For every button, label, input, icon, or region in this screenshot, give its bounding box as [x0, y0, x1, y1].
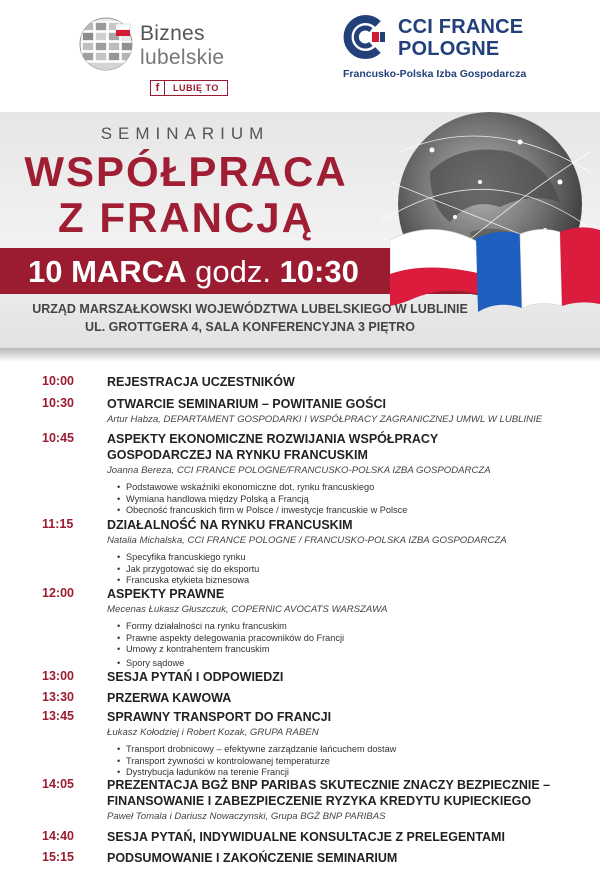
bullet-item: • Formy działalności na rynku francuskim	[117, 621, 577, 633]
agenda-title: SESJA PYTAŃ I ODPOWIEDZI	[107, 670, 284, 684]
agenda-title: SESJA PYTAŃ, INDYWIDUALNE KONSULTACJE Z PRELEGENTAMI	[107, 830, 505, 844]
agenda-speaker: Natalia Michalska, CCI FRANCE POLOGNE / FRANCUSKO-POLSKA IZBA GOSPODARCZA	[107, 535, 507, 546]
bullet-item: • Podstawowe wskaźniki ekonomiczne dot. rynku francuskiego	[117, 482, 577, 494]
agenda-title: PRZERWA KAWOWA	[107, 691, 232, 705]
agenda-time: 15:15	[42, 850, 74, 864]
bullet-item: • Francuska etykieta biznesowa	[117, 575, 577, 587]
agenda-title: PREZENTACJA BGŻ BNP PARIBAS SKUTECZNIE ZNACZY BEZPIECZNIE –	[107, 778, 551, 792]
title-line-2: Z FRANCJĄ	[58, 194, 314, 241]
logos-header	[0, 0, 600, 112]
bullet-item: • Transport drobnicowy – efektywne zarządzanie łańcuchem dostaw	[117, 744, 577, 756]
venue-line-1: URZĄD MARSZAŁKOWSKI WOJEWÓDZTWA LUBELSKIEGO W LUBLINIE	[32, 302, 468, 316]
agenda-title: ASPEKTY EKONOMICZNE ROZWIJANIA WSPÓŁPRACY	[107, 432, 439, 446]
cci-logo-icon	[338, 12, 388, 62]
venue-line-2: UL. GROTTGERA 4, SALA KONFERENCYJNA 3 PIĘTRO	[85, 320, 415, 334]
seminar-label: SEMINARIUM	[100, 124, 270, 143]
event-date	[28, 254, 359, 290]
biznes-logo-text: Biznes	[140, 22, 205, 45]
agenda-bullets	[117, 621, 577, 669]
agenda-title: REJESTRACJA UCZESTNIKÓW	[107, 375, 295, 389]
cci-france-pologne-logo[interactable]	[338, 10, 578, 100]
agenda-bullets	[117, 744, 577, 779]
agenda-title-line2: FINANSOWANIE I ZABEZPIECZENIE RYZYKA KREDYTU KUPIECKIEGO	[107, 794, 532, 808]
agenda-title: SPRAWNY TRANSPORT DO FRANCJI	[107, 710, 332, 724]
agenda-title: OTWARCIE SEMINARIUM – POWITANIE GOŚCI	[107, 397, 386, 411]
like-label: LUBIĘ TO	[173, 83, 219, 93]
agenda-time: 13:00	[42, 669, 74, 683]
date-hour-label: godz.	[195, 254, 271, 289]
cci-subtitle: Francusko-Polska Izba Gospodarcza	[343, 68, 527, 80]
like-button[interactable]	[150, 80, 228, 96]
globe-logo-icon	[78, 16, 134, 72]
banner-shadow	[0, 348, 600, 362]
bullet-item: • Wymiana handlowa między Polską a Francją	[117, 494, 577, 506]
bullet-item: • Spory sądowe	[117, 658, 577, 670]
pologne-text: POLOGNE	[398, 38, 500, 60]
bullet-item: • Prawne aspekty delegowania pracowników do Francji	[117, 633, 577, 645]
agenda-speaker: Łukasz Kołodziej i Robert Kozak, GRUPA RABEN	[107, 727, 319, 738]
agenda-speaker: Mecenas Łukasz Głuszczuk, COPERNIC AVOCATS WARSZAWA	[107, 604, 388, 615]
bullet-item: • Transport żywności w kontrolowanej temperaturze	[117, 756, 577, 768]
agenda-time: 10:00	[42, 374, 74, 388]
bullet-item: • Umowy z kontrahentem francuskim	[117, 644, 577, 656]
title-line-1: WSPÓŁPRACA	[24, 148, 348, 195]
agenda-time: 13:45	[42, 709, 74, 723]
agenda-time: 11:15	[42, 517, 74, 531]
agenda-time: 14:40	[42, 829, 74, 843]
agenda-bullets	[117, 482, 577, 517]
date-time: 10:30	[279, 254, 359, 289]
agenda-time: 13:30	[42, 690, 74, 704]
agenda-title-line2: GOSPODARCZEJ NA RYNKU FRANCUSKIM	[107, 448, 368, 462]
agenda-title: ASPEKTY PRAWNE	[107, 587, 225, 601]
agenda-speaker: Paweł Tomala i Dariusz Nowaczynski, Grupa BGŻ BNP PARIBAS	[107, 811, 386, 822]
agenda-time: 12:00	[42, 586, 74, 600]
agenda-bullets	[117, 552, 577, 587]
cci-france-text: CCI FRANCE	[398, 16, 524, 38]
bullet-item: • Specyfika francuskiego rynku	[117, 552, 577, 564]
agenda-time: 10:30	[42, 396, 74, 410]
agenda-time: 10:45	[42, 431, 74, 445]
agenda-speaker: Joanna Bereza, CCI FRANCE POLOGNE/FRANCUSKO-POLSKA IZBA GOSPODARCZA	[107, 465, 491, 476]
date-day: 10 MARCA	[28, 254, 187, 289]
agenda-time: 14:05	[42, 777, 74, 791]
biznes-lubelskie-logo[interactable]	[78, 14, 258, 98]
seminar-banner	[0, 112, 600, 348]
bullet-item: • Jak przygotować się do eksportu	[117, 564, 577, 576]
lubelskie-logo-text: lubelskie	[140, 46, 225, 69]
agenda-speaker: Artur Habza, DEPARTAMENT GOSPODARKI I WSPÓŁPRACY ZAGRANICZNEJ UMWL W LUBLINIE	[107, 414, 543, 425]
bullet-item: • Obecność francuskich firm w Polsce / inwestycje francuskie w Polsce	[117, 505, 577, 517]
facebook-icon: f	[151, 81, 165, 95]
bullet-item: • Dystrybucja ładunków na terenie Francji	[117, 767, 577, 779]
agenda-title: DZIAŁALNOŚĆ NA RYNKU FRANCUSKIM	[107, 518, 353, 532]
agenda-title: PODSUMOWANIE I ZAKOŃCZENIE SEMINARIUM	[107, 851, 398, 865]
